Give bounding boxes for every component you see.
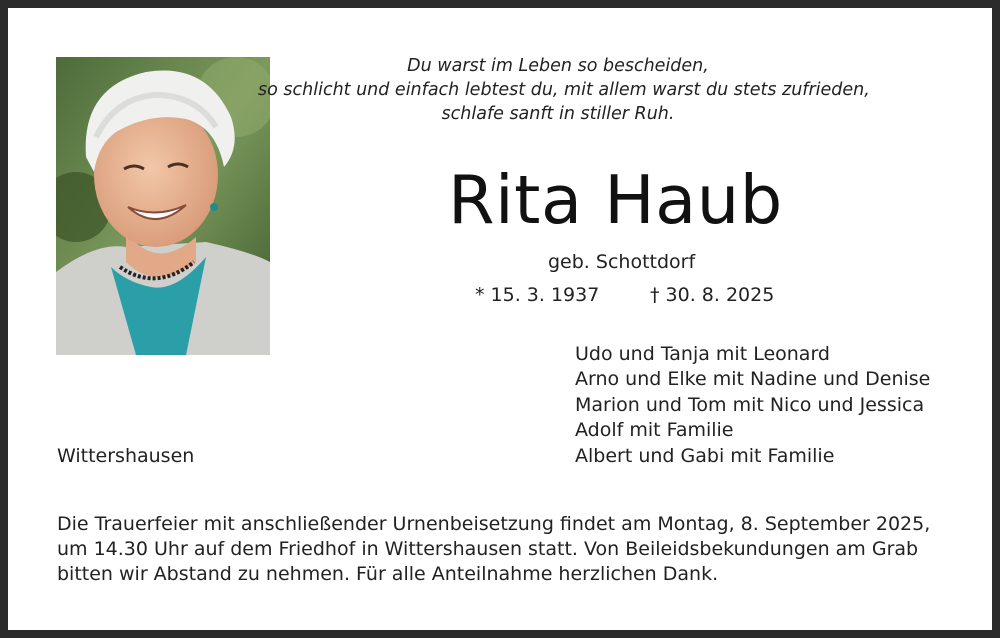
death-date: † 30. 8. 2025 [650, 284, 775, 306]
mourner-line: Marion und Tom mit Nico und Jessica [575, 393, 925, 416]
place-name: Wittershausen [57, 445, 195, 467]
poem-line: so schlicht und einfach lebtest du, mit allem warst du stets zufrieden, [258, 80, 870, 100]
mourner-line: Udo und Tanja mit Leonard [575, 343, 830, 365]
mourners-list [575, 342, 930, 469]
service-line: bitten wir Abstand zu nehmen. Für alle Anteilnahme herzlichen Dank. [57, 563, 719, 585]
poem [258, 54, 870, 126]
mourner-line: Arno und Elke mit Nadine und Denise [575, 368, 931, 391]
poem-line: Du warst im Leben so bescheiden, [407, 56, 709, 76]
maiden-name: geb. Schottdorf [548, 251, 696, 273]
service-line: um 14.30 Uhr auf dem Friedhof in Wittershausen statt. Von Beileidsbekundungen am Grab [57, 538, 919, 560]
obituary-card [8, 8, 992, 630]
mourner-line: Albert und Gabi mit Familie [575, 444, 835, 467]
service-line: Die Trauerfeier mit anschließender Urnenbeisetzung findet am Montag, 8. September 2025, [57, 513, 931, 535]
birth-date: * 15. 3. 1937 [475, 284, 600, 306]
service-notice [57, 512, 957, 587]
mourner-line: Adolf mit Familie [575, 419, 734, 442]
portrait-photo [56, 57, 270, 355]
deceased-name: Rita Haub [448, 161, 783, 239]
poem-line: schlafe sanft in stiller Ruh. [441, 104, 675, 124]
